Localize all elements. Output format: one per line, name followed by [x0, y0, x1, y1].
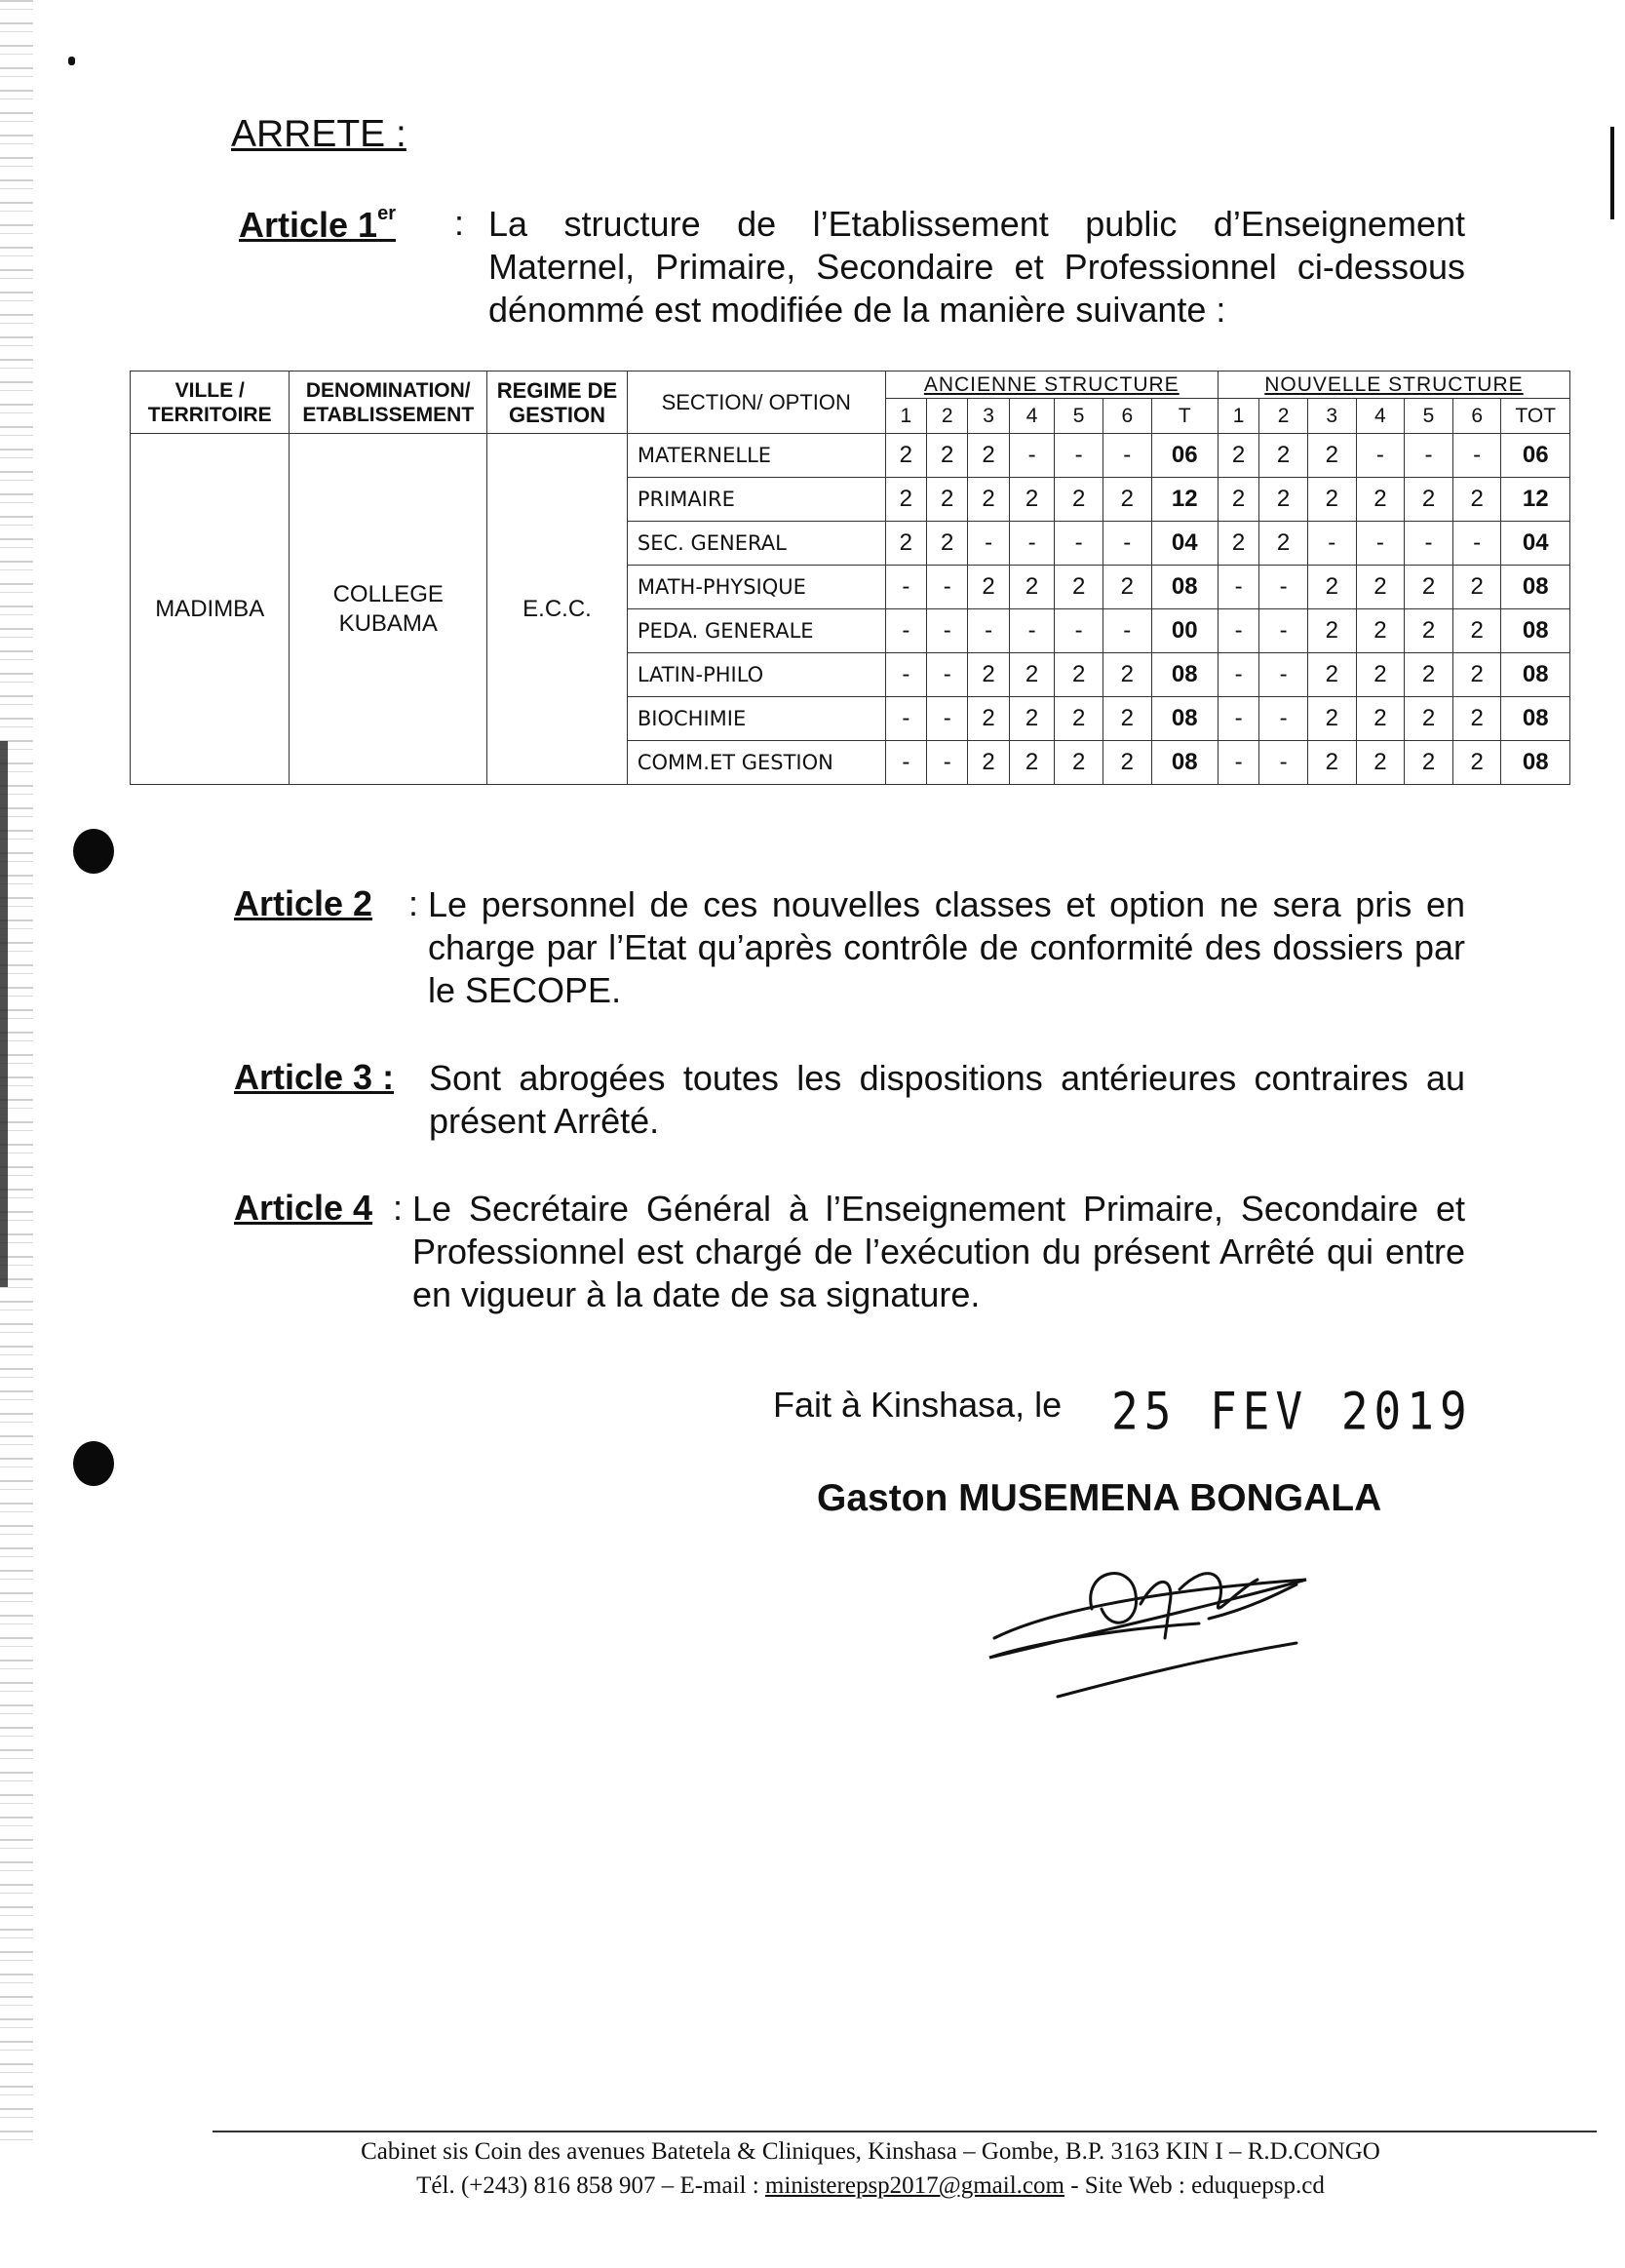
footer-contact: Tél. (+243) 816 858 907 – E-mail : ministerepsp2017@gmail.com - Site Web : eduquepsp.cd — [416, 2172, 1325, 2199]
nouvelle-year-cell: - — [1218, 697, 1258, 741]
footer-email-link[interactable]: ministerepsp2017@gmail.com — [764, 2172, 1064, 2199]
nouvelle-total-cell: 08 — [1501, 566, 1570, 609]
nouvelle-year-cell: 2 — [1405, 653, 1453, 697]
nouvelle-year-cell: 2 — [1307, 566, 1356, 609]
scan-dot — [68, 57, 75, 65]
ancienne-year-cell: - — [927, 697, 968, 741]
ancienne-year-cell: - — [1009, 434, 1055, 478]
ancienne-year-cell: 2 — [927, 434, 968, 478]
ancienne-total-cell: 04 — [1151, 522, 1218, 566]
nouvelle-total-cell: 06 — [1501, 434, 1570, 478]
nouvelle-year-cell: 2 — [1452, 697, 1501, 741]
header-ancienne — [885, 371, 1218, 399]
handwritten-signature — [975, 1550, 1345, 1716]
ancienne-year-cell: - — [1103, 609, 1151, 653]
article-2-text: Le personnel de ces nouvelles classes et option ne sera pris en charge par l’Etat qu’après contrôle de conformité des dossiers par le SECOPE. — [428, 884, 1465, 1010]
header-nouvelle-col: TOT — [1501, 399, 1570, 434]
nouvelle-year-cell: 2 — [1259, 478, 1308, 522]
nouvelle-year-cell: 2 — [1307, 653, 1356, 697]
cell-option: LATIN-PHILO — [627, 653, 885, 697]
ancienne-total-cell: 08 — [1151, 653, 1218, 697]
nouvelle-year-cell: 2 — [1405, 609, 1453, 653]
header-ancienne-col: 1 — [885, 399, 926, 434]
cell-option: PEDA. GENERALE — [627, 609, 885, 653]
nouvelle-year-cell: 2 — [1218, 522, 1258, 566]
ancienne-year-cell: 2 — [1009, 697, 1055, 741]
cell-option: BIOCHIMIE — [627, 697, 885, 741]
header-regime: REGIME DE GESTION — [487, 371, 628, 434]
nouvelle-year-cell: - — [1218, 653, 1258, 697]
ancienne-total-cell: 08 — [1151, 566, 1218, 609]
header-denomination: DENOMINATION/ ETABLISSEMENT — [290, 371, 487, 434]
nouvelle-year-cell: 2 — [1452, 478, 1501, 522]
header-ancienne-col: 6 — [1103, 399, 1151, 434]
header-nouvelle-col: 1 — [1218, 399, 1258, 434]
header-ancienne-label: ANCIENNE STRUCTURE — [923, 373, 1180, 396]
header-nouvelle-col: 4 — [1356, 399, 1405, 434]
ancienne-year-cell: - — [1055, 609, 1103, 653]
ancienne-year-cell: - — [968, 522, 1009, 566]
ancienne-year-cell: - — [927, 566, 968, 609]
nouvelle-year-cell: 2 — [1356, 478, 1405, 522]
header-nouvelle-col: 2 — [1259, 399, 1308, 434]
ancienne-total-cell: 08 — [1151, 697, 1218, 741]
punch-hole-bottom — [73, 1441, 114, 1486]
nouvelle-year-cell: - — [1452, 434, 1501, 478]
ancienne-year-cell: - — [1055, 522, 1103, 566]
nouvelle-year-cell: 2 — [1356, 609, 1405, 653]
header-nouvelle-col: 3 — [1307, 399, 1356, 434]
ancienne-year-cell: 2 — [968, 741, 1009, 785]
nouvelle-total-cell: 12 — [1501, 478, 1570, 522]
nouvelle-year-cell: 2 — [1405, 697, 1453, 741]
nouvelle-year-cell: - — [1452, 522, 1501, 566]
ancienne-year-cell: - — [927, 741, 968, 785]
ancienne-year-cell: - — [885, 609, 926, 653]
nouvelle-year-cell: - — [1218, 741, 1258, 785]
header-ancienne-col: 2 — [927, 399, 968, 434]
ancienne-year-cell: 2 — [1103, 697, 1151, 741]
ancienne-year-cell: 2 — [968, 653, 1009, 697]
table-row — [131, 434, 1570, 478]
nouvelle-year-cell: - — [1259, 697, 1308, 741]
structure-table — [130, 371, 1570, 785]
article-3-text: Sont abrogées toutes les dispositions antérieures contraires au présent Arrêté. — [429, 1058, 1465, 1141]
cell-etablissement: COLLEGE KUBAMA — [290, 434, 487, 785]
arrete-heading: ARRETE : — [231, 113, 406, 155]
ancienne-year-cell: 2 — [968, 478, 1009, 522]
signer-name: Gaston MUSEMENA BONGALA — [817, 1477, 1382, 1519]
nouvelle-year-cell: - — [1259, 566, 1308, 609]
header-ancienne-col: T — [1151, 399, 1218, 434]
ancienne-year-cell: - — [1103, 434, 1151, 478]
punch-hole-top — [73, 829, 114, 874]
ancienne-year-cell: 2 — [927, 522, 968, 566]
nouvelle-year-cell: 2 — [1356, 697, 1405, 741]
ancienne-total-cell: 06 — [1151, 434, 1218, 478]
ancienne-year-cell: - — [1009, 522, 1055, 566]
structure-table-body — [131, 434, 1570, 785]
ancienne-year-cell: - — [927, 653, 968, 697]
nouvelle-year-cell: 2 — [1356, 741, 1405, 785]
article-4-separator: : — [393, 1188, 404, 1228]
nouvelle-total-cell: 08 — [1501, 697, 1570, 741]
nouvelle-year-cell: 2 — [1307, 434, 1356, 478]
cell-option: SEC. GENERAL — [627, 522, 885, 566]
footer-rule — [213, 2131, 1597, 2132]
ancienne-year-cell: 2 — [1009, 478, 1055, 522]
ancienne-year-cell: 2 — [885, 478, 926, 522]
ancienne-year-cell: - — [885, 697, 926, 741]
nouvelle-year-cell: 2 — [1307, 697, 1356, 741]
ancienne-year-cell: 2 — [1009, 653, 1055, 697]
article-2-separator: : — [408, 883, 419, 923]
nouvelle-year-cell: - — [1259, 653, 1308, 697]
ancienne-year-cell: - — [1055, 434, 1103, 478]
nouvelle-year-cell: 2 — [1259, 522, 1308, 566]
nouvelle-year-cell: 2 — [1218, 478, 1258, 522]
nouvelle-year-cell: - — [1405, 522, 1453, 566]
header-nouvelle-col: 5 — [1405, 399, 1453, 434]
header-ancienne-col: 5 — [1055, 399, 1103, 434]
ancienne-year-cell: 2 — [968, 434, 1009, 478]
header-ancienne-col: 4 — [1009, 399, 1055, 434]
ancienne-year-cell: 2 — [1103, 741, 1151, 785]
header-section: SECTION/ OPTION — [627, 371, 885, 434]
nouvelle-year-cell: - — [1259, 741, 1308, 785]
article-1-text: La structure de l’Etablissement public d’Enseignement Maternel, Primaire, Secondaire et Professionnel ci-dessous dénommé est modifiée de la manière suivante : — [488, 204, 1465, 330]
nouvelle-total-cell: 08 — [1501, 653, 1570, 697]
cell-ville: MADIMBA — [131, 434, 290, 785]
nouvelle-total-cell: 04 — [1501, 522, 1570, 566]
article-4-label: Article 4 — [234, 1188, 373, 1228]
nouvelle-year-cell: - — [1218, 609, 1258, 653]
ancienne-year-cell: 2 — [1055, 741, 1103, 785]
nouvelle-year-cell: 2 — [1259, 434, 1308, 478]
ancienne-year-cell: - — [885, 741, 926, 785]
nouvelle-year-cell: 2 — [1405, 741, 1453, 785]
ancienne-total-cell: 00 — [1151, 609, 1218, 653]
ancienne-year-cell: 2 — [885, 522, 926, 566]
header-ancienne-col: 3 — [968, 399, 1009, 434]
nouvelle-year-cell: 2 — [1452, 741, 1501, 785]
nouvelle-total-cell: 08 — [1501, 741, 1570, 785]
nouvelle-year-cell: 2 — [1452, 653, 1501, 697]
ancienne-year-cell: - — [1009, 609, 1055, 653]
ancienne-year-cell: 2 — [968, 566, 1009, 609]
ancienne-year-cell: 2 — [885, 434, 926, 478]
nouvelle-year-cell: - — [1405, 434, 1453, 478]
nouvelle-year-cell: - — [1356, 434, 1405, 478]
nouvelle-year-cell: 2 — [1452, 609, 1501, 653]
ancienne-year-cell: - — [885, 653, 926, 697]
cell-option: MATH-PHYSIQUE — [627, 566, 885, 609]
ancienne-year-cell: - — [885, 566, 926, 609]
nouvelle-year-cell: 2 — [1307, 478, 1356, 522]
article-1-superscript: er — [377, 203, 396, 224]
footer-address: Cabinet sis Coin des avenues Batetela & Cliniques, Kinshasa – Gombe, B.P. 3163 KIN I – R.D.CONGO — [361, 2138, 1380, 2165]
ancienne-year-cell: 2 — [1103, 566, 1151, 609]
header-ville: VILLE / TERRITOIRE — [131, 371, 290, 434]
ancienne-year-cell: - — [927, 609, 968, 653]
header-nouvelle — [1218, 371, 1569, 399]
nouvelle-year-cell: 2 — [1307, 741, 1356, 785]
nouvelle-year-cell: - — [1307, 522, 1356, 566]
nouvelle-year-cell: 2 — [1218, 434, 1258, 478]
cell-option: MATERNELLE — [627, 434, 885, 478]
header-nouvelle-col: 6 — [1452, 399, 1501, 434]
nouvelle-total-cell: 08 — [1501, 609, 1570, 653]
nouvelle-year-cell: - — [1356, 522, 1405, 566]
ancienne-year-cell: 2 — [1055, 653, 1103, 697]
date-stamp: 25 FEV 2019 — [1111, 1380, 1473, 1442]
nouvelle-year-cell: 2 — [1356, 653, 1405, 697]
cell-option: PRIMAIRE — [627, 478, 885, 522]
scan-edge-bar — [0, 741, 8, 1287]
ancienne-year-cell: 2 — [1103, 653, 1151, 697]
nouvelle-year-cell: 2 — [1356, 566, 1405, 609]
ancienne-year-cell: 2 — [927, 478, 968, 522]
ancienne-year-cell: 2 — [1009, 741, 1055, 785]
ancienne-year-cell: 2 — [968, 697, 1009, 741]
article-1-label: Article 1er — [239, 203, 396, 245]
nouvelle-year-cell: 2 — [1405, 478, 1453, 522]
cell-option: COMM.ET GESTION — [627, 741, 885, 785]
ancienne-year-cell: 2 — [1055, 566, 1103, 609]
article-2-label: Article 2 — [234, 883, 373, 923]
scan-right-mark — [1610, 127, 1614, 219]
ancienne-year-cell: 2 — [1055, 697, 1103, 741]
nouvelle-year-cell: 2 — [1405, 566, 1453, 609]
ancienne-year-cell: - — [968, 609, 1009, 653]
nouvelle-year-cell: 2 — [1452, 566, 1501, 609]
nouvelle-year-cell: - — [1218, 566, 1258, 609]
cell-regime: E.C.C. — [487, 434, 628, 785]
article-1-separator: : — [454, 203, 465, 243]
ancienne-year-cell: 2 — [1009, 566, 1055, 609]
article-4-text: Le Secrétaire Général à l’Enseignement Primaire, Secondaire et Professionnel est chargé de l’exécution du présent Arrêté qui entre en vigueur à la date de sa signature. — [412, 1189, 1465, 1314]
ancienne-year-cell: - — [1103, 522, 1151, 566]
nouvelle-year-cell: 2 — [1307, 609, 1356, 653]
article-3-label: Article 3 : — [234, 1057, 395, 1097]
nouvelle-year-cell: - — [1259, 609, 1308, 653]
header-nouvelle-label: NOUVELLE STRUCTURE — [1264, 373, 1524, 396]
ancienne-total-cell: 08 — [1151, 741, 1218, 785]
ancienne-year-cell: 2 — [1103, 478, 1151, 522]
ancienne-total-cell: 12 — [1151, 478, 1218, 522]
signing-place: Fait à Kinshasa, le — [773, 1385, 1063, 1425]
ancienne-year-cell: 2 — [1055, 478, 1103, 522]
